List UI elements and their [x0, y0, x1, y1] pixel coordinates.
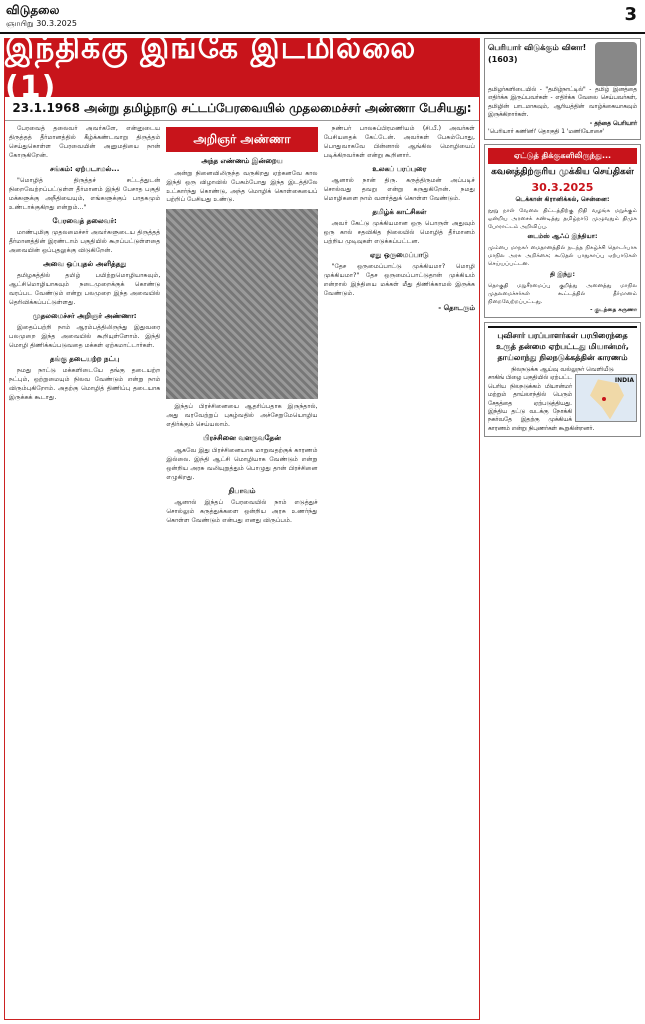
page-header [0, 0, 645, 34]
earthquake-subhead: நிலநடுக்க ஆய்வு வல்லுநர் வெளியீடு [511, 366, 614, 374]
news-digest-box [484, 144, 641, 318]
main-article [4, 31, 480, 1020]
news-bar: ஏட்டுத் திக்குகளிலிருந்து... [488, 148, 637, 164]
section-heading: பிரச்சினை வளருவதேன் [203, 434, 281, 443]
sidebar [484, 38, 641, 1020]
paragraph: தமிழகத்தில் தமிழ் பயிற்றுமொழியாகவும், ஆட்சிமொழியாகவும் நடைமுறைக்குக் கொண்டு வரப்பட வேண்டும் என்று பலமுறை இந்த அவையில் தெரிவிக்கப்பட்டுள்ளது. [9, 272, 161, 307]
paragraph: இந்தப் பிரச்சினையை ஆதரிப்பதாக இருந்தால், அது வரவேற்றுப் புகழ்வதில் அச்சேறுமேயொழிய எதிர்க்கும் செய்யலாம். [166, 403, 318, 429]
section-heading: முதலமைச்சர் அறிஞர் அண்ணா: [32, 312, 137, 321]
news-signature: - குடந்தை கருணா [590, 306, 637, 313]
news-heading: கவனத்திற்குரிய முக்கிய செய்திகள் [491, 167, 634, 178]
section-heading: தமிழ்க் காட்சிகள் [372, 208, 427, 217]
section-heading: அவை ஒப்புதல் அளித்தது [42, 260, 127, 269]
paragraph: ஆகவே இது பிரச்சினையாக மாறுவதற்குக் காரணம் இல்லை. இந்தி ஆட்சி மொழியாக வேண்டும் என்று ஒன்றிய அரசு வலியுறுத்தும் பொழுது தான் பிரச்சினை எழுகிறது. [166, 446, 318, 481]
earthquake-headline: புவிசார் பரப்பாளர்கள் பரபிரைந்தை உருத் தன்மை ஏற்பட்டது மியான்மர், தாய்லாந்து நிலநடுக்கத்தின் காரணம் [488, 326, 637, 366]
issue-date: ஞாயிறு 30.3.2025 [6, 19, 77, 28]
map-label: INDIA [614, 377, 634, 385]
article-column-3 [324, 125, 475, 1015]
section-heading: அந்த எண்ணம் இன்றைய [201, 157, 283, 166]
section-heading: பேரவைத் தலைவர்: [52, 217, 117, 226]
paragraph: இதைப்பற்றி நாம் ஆரம்பத்திலிருந்து இதுவரை பலமுறை இந்த அவையில் கூறியுள்ளோம். இந்தி மொழி திணிக்கப்படுவதை மக்கள் ஏற்கமாட்டார்கள். [9, 324, 161, 350]
periyar-portrait [595, 42, 637, 86]
paragraph: அவர் கேட்டு முக்கியமான ஒரு பொருள் அதுவும் ஒரு கால் சதவிகித நிலையில் மொழித் தீர்மானம் பற்றிய முடிவுகள் எடுக்கப்பட்டன. [323, 220, 475, 246]
quiz-text: தமிழர்களிடையில் - "தமிழ்நாட்டில்" - தமிழ் இனத்தை எதிர்க்க இருப்பவர்கள் - எதிர்க்க வேலை செய்பவர்கள், தமிழின் பாடமாகவும், ஆரியத்தின் வாழ்க்கையாகவும் இருக்கிறார்கள். [488, 87, 637, 119]
article-column-2 [166, 125, 317, 1015]
author-banner: அறிஞர் அண்ணா [166, 127, 317, 152]
news-item: தொகுதி மறுசீரமைப்பு குறித்து அனைத்து மாநில முதலமைச்சர்கள் கூட்டத்தில் தீர்மானம் நிறைவேற்றப்பட்டது. [488, 282, 637, 305]
paragraph: மாண்புமிகு முதலமைச்சர் அவர்களுடைய திருத்தத் தீர்மானத்தின் இரண்டாம் பகுதியில் கூறப்பட்டுள்ளதை அவையின் ஒப்புதலுக்கு விடுகிறேன். [9, 229, 161, 255]
section-heading: ஏது ஒருமைப்பாடு [369, 251, 429, 260]
section-heading: நிபாவம் [228, 486, 256, 495]
article-column-1 [9, 125, 160, 1015]
page-number: 3 [624, 4, 637, 25]
india-map-image [575, 374, 637, 422]
earthquake-article [484, 322, 641, 437]
earthquake-text: சாகிங் பிழை பகுதியில் ஏற்பட்ட பெரிய நிலநடுக்கம் மியான்மர் மற்றும் தாய்லாந்தில் பெரும் சேதத்தை ஏற்படுத்தியது. இந்திய தட்டு வடக்கு நோக்கி நகர்வதே இதற்கு முக்கியக் காரணம் என்று நிபுணர்கள் கூறுகின்றனர். [488, 375, 595, 432]
paragraph: ஆனால் இந்தப் பேரவையில் நாம் எடுத்துச் சொல்லும் கருத்துக்களை ஒன்றிய அரசு உணர்ந்து கொள்ள வேண்டும் என்பது எனது விருப்பம். [166, 498, 318, 524]
news-source: தி இந்து: [549, 270, 576, 278]
quiz-header [488, 42, 637, 86]
news-source: டெக்கான் கிரானிக்கல், சென்னை: [515, 195, 610, 203]
news-item: நூறு நாள் வேலை திட்டத்திற்கு நிதி வழங்க மறுக்கும் ஒன்றிய அரசைக் கண்டித்து தமிழ்நாடு முழுவதும் திமுக போராட்டம் அறிவிப்பு. [488, 207, 637, 231]
paragraph: "மொழித் திருத்தச் சட்டத்துடன் நிறைவேற்றப்பட்டுள்ள தீர்மானம் இந்தி பேசாத பகுதி மக்களுக்கு அநீதியையும், எங்களுக்குப் பாதகமும் உண்டாக்குகிறது என்றும்..." [9, 177, 161, 212]
archive-photo [166, 209, 317, 399]
section-heading: தங்கு தடையற்ற நட்பு [50, 355, 120, 364]
paragraph: அன்று நினைவிலிருந்த வருகிறது ஏற்கனவே கால இந்தி ஒரு விழாவில் பேசும்போது இந்த இடத்திலே உட்கார்ந்து கொண்டு, அந்த மொழிக் கொள்கையைப் பற்றிப் பேசியது உண்டு. [166, 169, 318, 204]
news-date: 30.3.2025 [531, 180, 594, 194]
news-list [488, 196, 637, 314]
paragraph: ஆனால் நான் திரு. கருத்திருமன் அப்படிச் சொல்வது தவறு என்று கருதுகிறேன். நமது மொழிகளை நாம் வளர்த்துக் கொள்ள வேண்டும். [323, 177, 475, 203]
earthquake-body [488, 374, 637, 433]
continued-note: - தொடரும் [438, 304, 475, 313]
quiz-title: பெரியார் விடுக்கும் வினா! (1603) [488, 43, 587, 64]
article-subhead: 23.1.1968 அன்று தமிழ்நாடு சட்டப்பேரவையில் முதலமைச்சர் அண்ணா பேசியது: [5, 97, 479, 121]
article-headline: இந்திக்கு இங்கே இடமில்லை (1) [5, 39, 479, 97]
masthead-brand: விடுதலை [6, 3, 60, 17]
news-item: மும்பை மாநகர் மைதானத்தில் நடந்த நிகழ்ச்சி தொடர்பாக மாநில அரசு அறிக்கை; கூடுதல் பாதுகாப்பு ஏற்பாடுகள் செய்யப்பட்டன. [488, 245, 637, 268]
section-heading: சங்கம்: ஏற்படாமல்... [49, 164, 120, 173]
quiz-signature: - தந்தை பெரியார் [589, 120, 637, 127]
paragraph: நண்பர் பாலசுப்பிரமணியம் (சி.பீ.) அவர்கள் பேசியதைக் கேட்டேன். அவர்கள் பேசும்போது, பொதுவாகவே பின்னால் ஆங்கில மொழியைப் படிக்கிறவர்கள் என்று கூறினார். [323, 125, 475, 159]
news-source: டைம்ஸ் ஆஃப் இந்தியா: [527, 233, 598, 241]
section-heading: உலகப் பரப்புரை [372, 164, 427, 173]
article-columns [9, 125, 475, 1015]
paragraph: பேரவைத் தலைவர் அவர்களே, என்னுடைய திருத்தத் தீர்மானத்தில் கீழ்க்கண்டவாறு திருத்தம் செய்துகொள்ள பேரவையின் அனுமதியை நான் கோருகிறேன். [9, 125, 161, 159]
quiz-source: 'பெரியார் கணினி' தொகுதி 1 'மணியோசை' [488, 128, 605, 135]
paragraph: "தேச ஒருமைப்பாட்டு முக்கியமா? மொழி முக்கியமா?" தேச ஒருமைப்பாட்டுதான் முக்கியம் என்றால் இந்தியை மக்கள் மீது திணிக்காமல் இருக்க வேண்டும். [323, 263, 475, 298]
periyar-quiz-box [484, 38, 641, 140]
paragraph: நமது நாட்டு மக்களிடையே தங்கு தடையற்ற நட்பும், ஒற்றுமையும் நிலவ வேண்டும் என்று நாம் விரும்புகிறோம். அதற்கு மொழித் திணிப்பு தடையாக இருக்கக் கூடாது. [9, 367, 161, 402]
